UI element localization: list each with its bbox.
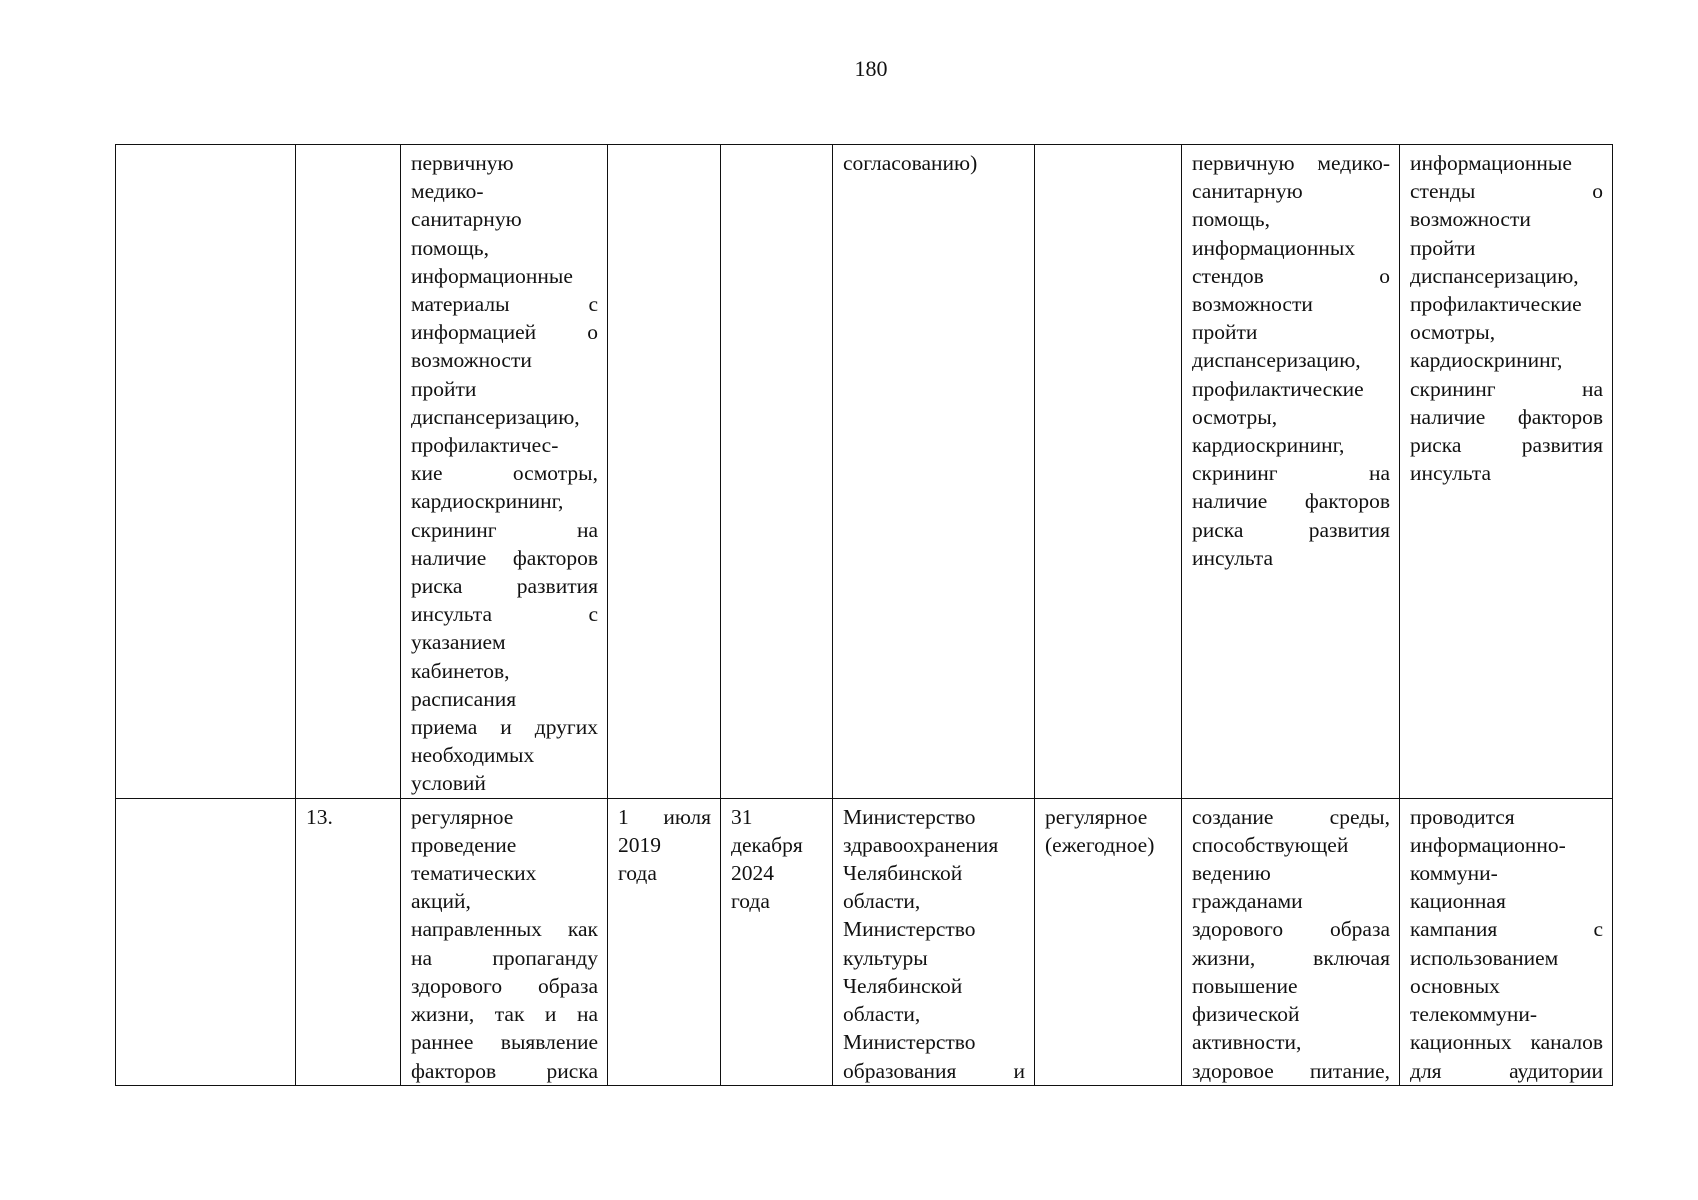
cell-line: физической <box>1192 1002 1300 1027</box>
cell-line: активности, <box>1192 1030 1302 1055</box>
cell-line: здравоохранения <box>843 832 999 857</box>
cell-line: телекоммуни- <box>1410 1002 1538 1027</box>
measures-table <box>115 144 1613 1086</box>
cell-line: наличие факторов <box>1192 489 1390 514</box>
cell-line: направленных как <box>411 917 598 942</box>
cell-line: материалы с <box>411 292 598 317</box>
cell-line: санитарную <box>411 207 522 232</box>
cell-line: гражданами <box>1192 889 1303 914</box>
cell-line: инсульта <box>1192 545 1273 570</box>
cell-line: здоровое питание, <box>1192 1058 1390 1083</box>
cell-line: 31 <box>731 804 753 829</box>
cell-line: профилактичес- <box>411 433 559 458</box>
number-cell <box>296 798 401 1085</box>
cell-line: первичную <box>411 151 514 175</box>
cell-line: условий <box>411 771 486 796</box>
cell-line: на пропаганду <box>411 945 598 970</box>
cell-line: Челябинской <box>843 973 963 998</box>
cell-line: возможности <box>411 348 532 373</box>
cell-text: 13. <box>306 804 333 829</box>
cell-line: культуры <box>843 945 928 970</box>
cell-line: согласованию) <box>843 151 978 175</box>
cell-line: осмотры, <box>1192 404 1278 429</box>
cell-line: медико- <box>411 179 484 204</box>
cell-line: приема и других <box>411 715 598 740</box>
page-number: 180 <box>854 56 888 81</box>
cell-line: проведение <box>411 832 517 857</box>
cell-line: скрининг на <box>1410 376 1603 401</box>
cell-line: возможности <box>1192 292 1313 317</box>
cell-line: наличие факторов <box>411 545 598 570</box>
cell-line: необходимых <box>411 743 535 768</box>
index-cell <box>116 798 296 1085</box>
cell-line: осмотры, <box>1410 320 1496 345</box>
cell-line: информацией о <box>411 320 598 345</box>
cell-line: пройти <box>1192 320 1258 345</box>
cell-line: Министерство <box>843 1030 976 1055</box>
cell-line: регулярное <box>411 804 514 829</box>
status-cell <box>1400 798 1613 1085</box>
cell-line: диспансеризацию, <box>1192 348 1361 373</box>
cell-line: декабря <box>731 832 803 857</box>
cell-line: 2024 <box>731 861 774 886</box>
cell-line: информационных <box>1192 235 1356 260</box>
cell-line: повышение <box>1192 973 1298 998</box>
cell-line: основных <box>1410 973 1500 998</box>
cell-line: скрининг на <box>1192 461 1390 486</box>
cell-line: кампания с <box>1410 917 1603 942</box>
cell-line: пройти <box>1410 235 1476 260</box>
cell-line: инсульта с <box>411 602 598 627</box>
cell-line: стендов о <box>1192 263 1390 288</box>
responsible-cell <box>833 798 1035 1085</box>
cell-line: инсульта <box>1410 461 1491 486</box>
table-row <box>116 798 1613 1085</box>
cell-line: помощь, <box>1192 207 1270 232</box>
cell-line: области, <box>843 889 921 914</box>
cell-line: Челябинской <box>843 861 963 886</box>
cell-line: диспансеризацию, <box>411 404 580 429</box>
cell-line: помощь, <box>411 235 489 260</box>
cell-line: кационная <box>1410 889 1506 914</box>
expected-result-cell <box>1182 145 1400 799</box>
end-date-cell <box>721 798 833 1085</box>
cell-line: риска развития <box>411 574 598 599</box>
number-cell <box>296 145 401 799</box>
cell-line: кабинетов, <box>411 658 510 683</box>
cell-line: кардиоскрининг, <box>411 489 564 514</box>
periodicity-cell <box>1035 145 1182 799</box>
cell-line: пройти <box>411 376 477 401</box>
cell-line: года <box>731 889 770 914</box>
cell-line: здорового образа <box>411 973 598 998</box>
cell-line: первичную медико- <box>1192 151 1390 175</box>
cell-line: информационно- <box>1410 832 1566 857</box>
cell-line: раннее выявление <box>411 1030 598 1055</box>
cell-line: санитарную <box>1192 179 1303 204</box>
cell-line: возможности <box>1410 207 1531 232</box>
cell-line: указанием <box>411 630 506 655</box>
start-date-cell <box>608 145 721 799</box>
table-body <box>116 145 1613 1086</box>
cell-line: образования и <box>843 1058 1025 1083</box>
cell-line: профилактические <box>1410 292 1582 317</box>
expected-result-cell <box>1182 798 1400 1085</box>
cell-line: области, <box>843 1002 921 1027</box>
cell-line: (ежегодное) <box>1045 832 1155 857</box>
cell-line: способствующей <box>1192 832 1349 857</box>
start-date-cell <box>608 798 721 1085</box>
cell-line: проводится <box>1410 804 1515 829</box>
event-cell <box>401 798 608 1085</box>
cell-line: риска развития <box>1192 517 1390 542</box>
cell-line: Министерство <box>843 804 976 829</box>
periodicity-cell <box>1035 798 1182 1085</box>
index-cell <box>116 145 296 799</box>
cell-line: риска развития <box>1410 433 1603 458</box>
cell-line: кардиоскрининг, <box>1410 348 1563 373</box>
cell-line: 1 июля <box>618 804 711 829</box>
cell-line: скрининг на <box>411 517 598 542</box>
cell-line: расписания <box>411 686 517 711</box>
cell-line: жизни, включая <box>1192 945 1390 970</box>
cell-line: тематических <box>411 861 537 886</box>
event-cell <box>401 145 608 799</box>
cell-line: здорового образа <box>1192 917 1390 942</box>
cell-line: создание среды, <box>1192 804 1390 829</box>
status-cell <box>1400 145 1613 799</box>
cell-line: стенды о <box>1410 179 1603 204</box>
cell-line: Министерство <box>843 917 976 942</box>
cell-line: регулярное <box>1045 804 1148 829</box>
cell-line: для аудитории <box>1410 1058 1603 1083</box>
cell-line: информационные <box>411 263 573 288</box>
cell-line: диспансеризацию, <box>1410 263 1579 288</box>
cell-line: жизни, так и на <box>411 1002 598 1027</box>
cell-line: года <box>618 861 657 886</box>
end-date-cell <box>721 145 833 799</box>
cell-line: акций, <box>411 889 471 914</box>
cell-line: кие осмотры, <box>411 461 598 486</box>
cell-line: 2019 <box>618 832 661 857</box>
cell-line: информационные <box>1410 151 1572 175</box>
table-row <box>116 145 1613 799</box>
cell-line: профилактические <box>1192 376 1364 401</box>
cell-line: кардиоскрининг, <box>1192 433 1345 458</box>
cell-line: кационных каналов <box>1410 1030 1603 1055</box>
cell-line: наличие факторов <box>1410 404 1603 429</box>
responsible-cell <box>833 145 1035 799</box>
cell-line: факторов риска <box>411 1058 598 1083</box>
cell-line: коммуни- <box>1410 861 1498 886</box>
cell-line: ведению <box>1192 861 1271 886</box>
cell-line: использованием <box>1410 945 1559 970</box>
